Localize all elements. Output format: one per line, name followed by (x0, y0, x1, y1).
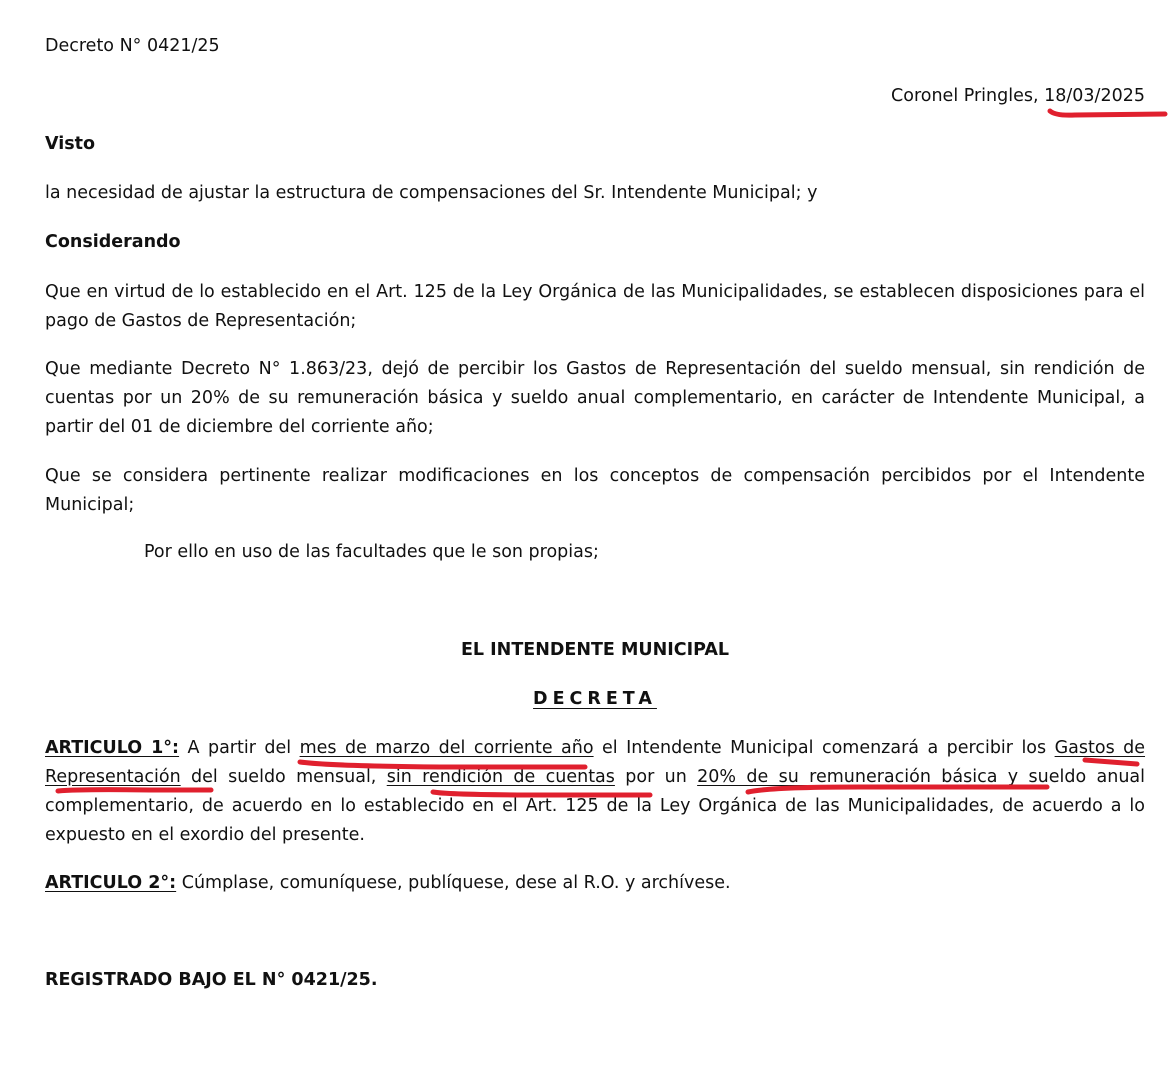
article-1-text: del sueldo mensual, (180, 767, 387, 787)
article-1-underlined-phrase: sin rendición de cuentas (386, 767, 615, 787)
article-1-underlined-phrase: Gastos de Representación (45, 738, 1146, 787)
article-1-text: por un (614, 767, 698, 787)
article-2-label: ARTICULO 2°: (45, 873, 177, 893)
article-1 (45, 734, 1145, 850)
place: Coronel Pringles, (891, 86, 1045, 106)
considerando-paragraph-1: Que en virtud de lo establecido en el Art. 125 de la Ley Orgánica de las Municipalidades, se establecen disposiciones para el pago de Gastos de Representación; (45, 282, 1145, 331)
considerando-paragraph-2: Que mediante Decreto N° 1.863/23, dejó de percibir los Gastos de Representación del sueldo mensual, sin rendición de cuentas por un 20% de su remuneración básica y sueldo anual complementario, en carácter de Intendente Municipal, a partir del 01 de diciembre del corriente año; (45, 359, 1145, 437)
visto-text: la necesidad de ajustar la estructura de compensaciones del Sr. Intendente Municipal; y (45, 183, 818, 203)
date: 18/03/2025 (1044, 86, 1145, 106)
decreta-text: DECRETA (533, 689, 657, 709)
decree-number: Decreto N° 0421/25 (45, 36, 220, 56)
article-1-text: y sueldo anual complementario, de acuerdo en lo establecido en el Art. 125 de la Ley Orgánica de las Municipalidades, de acuerdo a lo expuesto en el exordio del presente. (45, 767, 1145, 845)
place-date (891, 86, 1145, 106)
registration-line: REGISTRADO BAJO EL N° 0421/25. (45, 970, 378, 990)
considerando-closing: Por ello en uso de las facultades que le son propias; (144, 542, 599, 562)
authority-heading: EL INTENDENTE MUNICIPAL (460, 640, 730, 660)
article-1-underlined-phrase: mes de marzo del corriente año (299, 738, 594, 758)
article-2-text: Cúmplase, comuníquese, publíquese, dese al R.O. y archívese. (176, 873, 731, 893)
article-1-text: A partir del (179, 738, 300, 758)
article-1-text: el Intendente Municipal comenzará a percibir los (593, 738, 1055, 758)
article-2 (45, 873, 731, 893)
considerando-paragraph-3: Que se considera pertinente realizar modificaciones en los conceptos de compensación percibidos por el Intendente Municipal; (45, 466, 1145, 515)
decreta-heading (45, 689, 1145, 709)
article-1-underlined-phrase: 20% de su remuneración básica (697, 767, 998, 787)
highlight-date (1050, 111, 1165, 115)
considerando-heading: Considerando (45, 232, 181, 252)
article-1-label: ARTICULO 1°: (45, 738, 180, 758)
visto-heading: Visto (45, 134, 96, 154)
